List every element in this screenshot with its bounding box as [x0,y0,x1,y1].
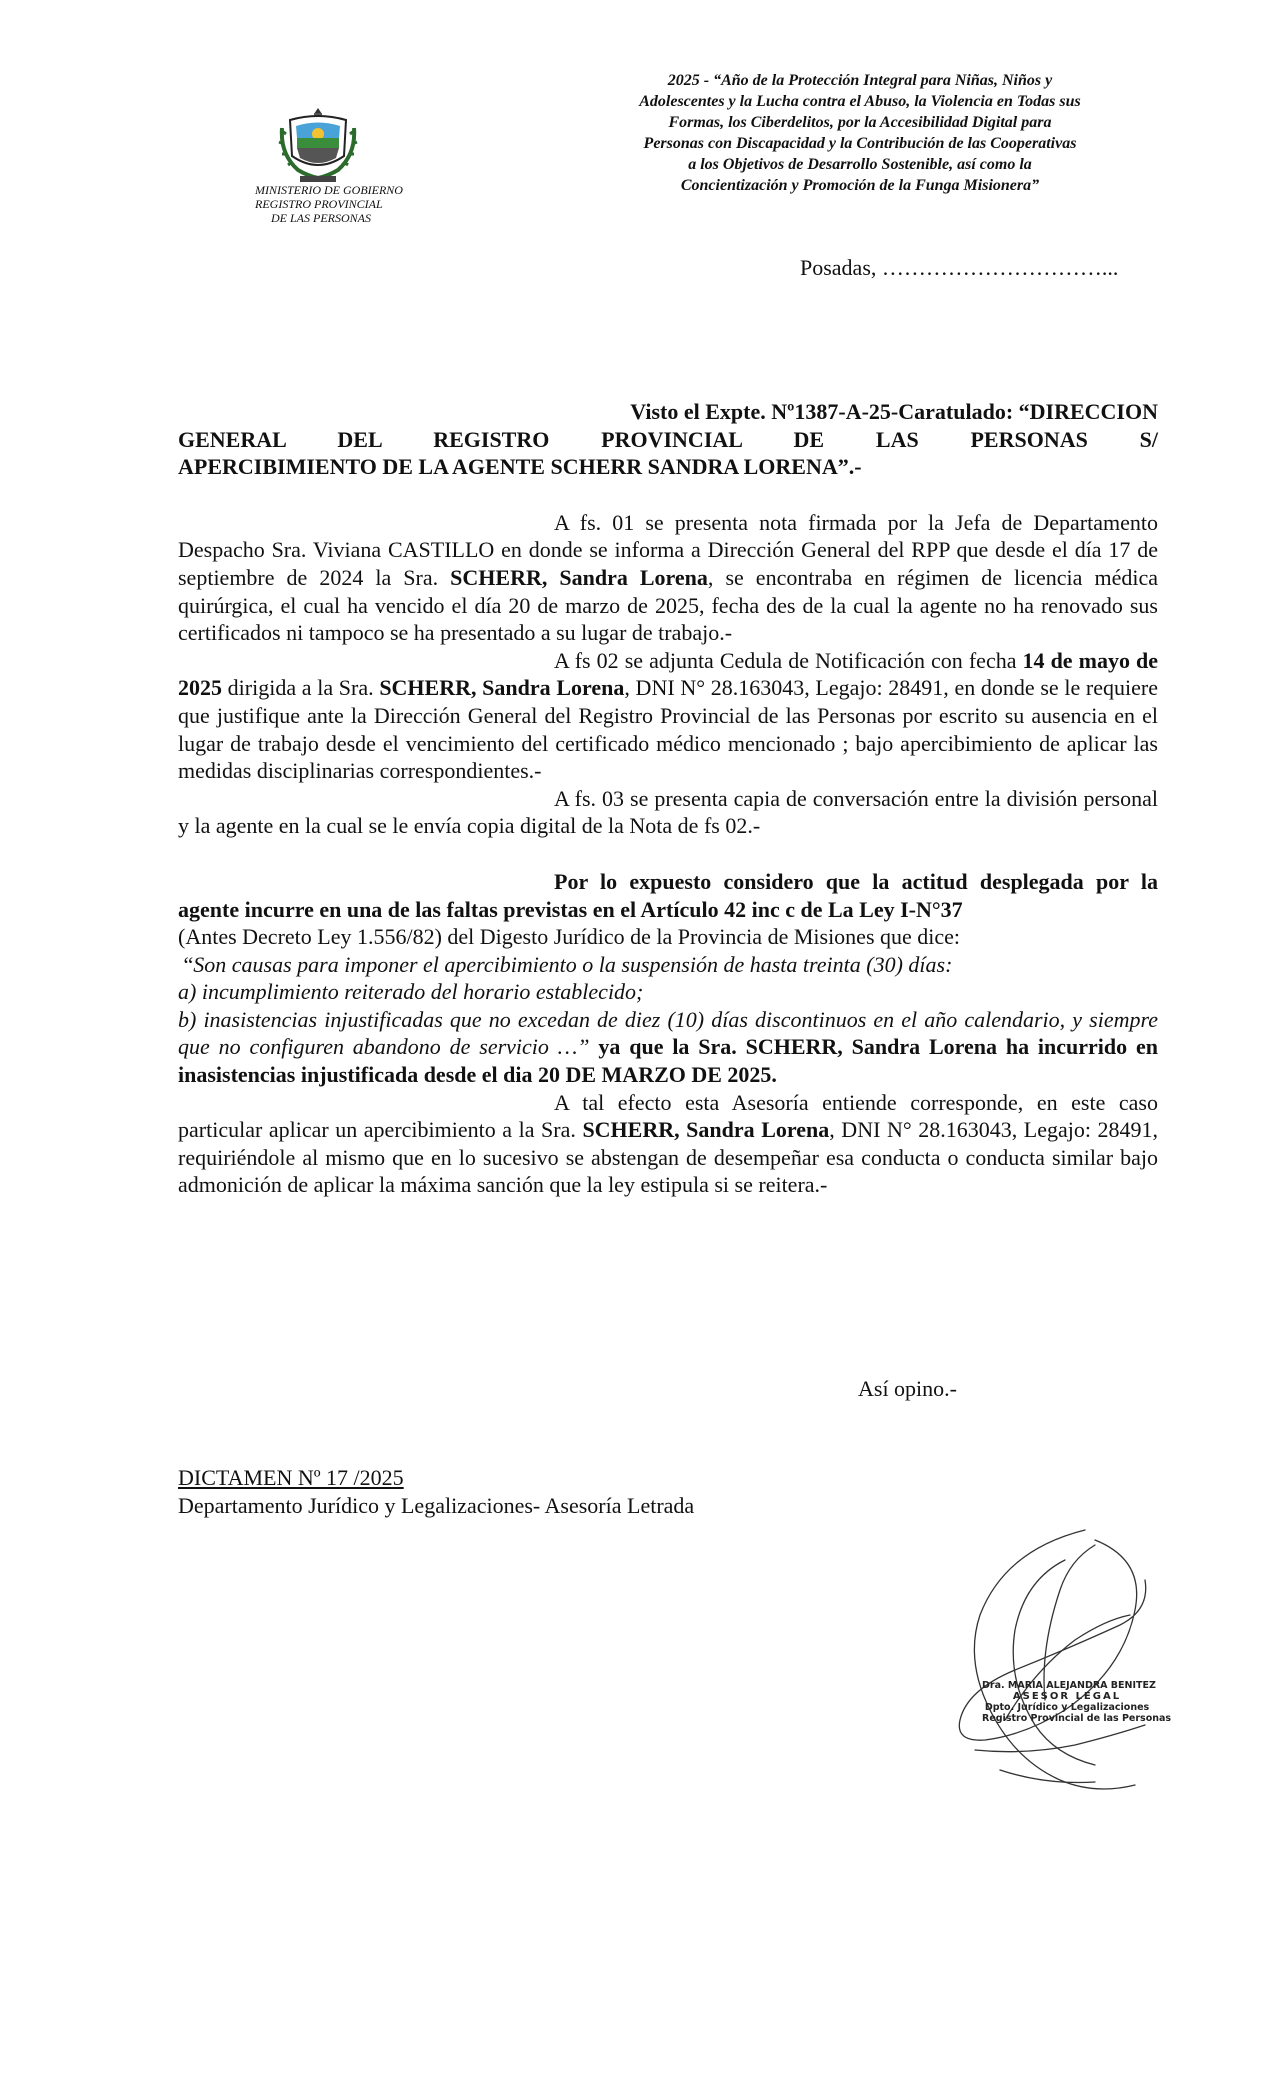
stamp-title: ASESOR LEGAL [1012,1691,1122,1702]
motto-line: a los Objetivos de Desarrollo Sostenible, así como la [688,156,1032,173]
ministry-line: DE LAS PERSONAS [271,211,371,225]
stamp-registry: Registro Provincial de las Personas [982,1713,1172,1724]
motto-line: Personas con Discapacidad y la Contribución de las Cooperativas [643,135,1077,152]
closing-statement: Así opino.- [858,1376,957,1401]
motto-line: 2025 - “Año de la Protección Integral para Niñas, Niños y [667,72,1053,89]
visto-line-3: APERCIBIMIENTO DE LA AGENTE SCHERR SANDRA LORENA”.- [178,454,862,480]
place-date-line: Posadas, …………………………... [800,255,1119,280]
fs02-paragraph: A fs 02 se adjunta Cedula de Notificación con fecha 14 de mayo de 2025 dirigida a la Sra. SCHERR, Sandra Lorena, DNI N° 28.163043, Legajo: 28491, en donde se le requiere que justifique ante la Dirección General del Registro Provincial de las Personas por escrito su ausencia en el lugar de trabajo desde el vencimiento del certificado médico mencionado ; bajo apercibimiento de aplicar las medidas disciplinarias correspondientes.- [178,647,1158,784]
visto-line-1: Visto el Expte. Nº1387-A-25-Caratulado: “DIRECCION [630,399,1158,424]
visto-paragraph [178,398,1158,481]
visto-line-2: GENERAL DEL REGISTRO PROVINCIAL DE LAS PERSONAS S/ [178,426,1158,452]
handwritten-signature [945,1520,1170,1820]
ministry-header [255,183,455,225]
motto-line: Concientización y Promoción de la Funga Misionera” [680,177,1040,194]
motto-line: Adolescentes y la Lucha contra el Abuso, la Violencia en Todas sus [639,93,1081,110]
ministry-line: MINISTERIO DE GOBIERNO [255,183,403,197]
stamp-department: Dpto. Jurídico y Legalizaciones [984,1702,1150,1713]
fs03-paragraph: A fs. 03 se presenta capia de conversación entre la división personal y la agente en la cual se le envía copia digital de la Nota de fs 02.- [178,785,1158,839]
motto-line: Formas, los Ciberdelitos, por la Accesibilidad Digital para [668,114,1052,131]
ministry-line: REGISTRO PROVINCIAL [255,197,383,211]
fs01-paragraph: A fs. 01 se presenta nota firmada por la Jefa de Departamento Despacho Sra. Viviana CASTILLO en donde se informa a Dirección General del RPP que desde el día 17 de septiembre de 2024 la Sra. SCHERR, Sandra Lorena, se encontraba en régimen de licencia médica quirúrgica, el cual ha vencido el día 20 de marzo de 2025, fecha des de la cual la agente no ha renovado sus certificados ni tampoco se ha presentado a su lugar de trabajo.- [178,509,1158,646]
official-stamp [982,1680,1172,1724]
efecto-paragraph: A tal efecto esta Asesoría entiende corresponde, en este caso particular aplicar un apercibimiento a la Sra. SCHERR, Sandra Lorena, DNI N° 28.163043, Legajo: 28491, requiriéndole al mismo que en lo sucesivo se abstengan de desempeñar esa conducta o conducta similar bajo admonición de aplicar la máxima sanción que la ley estipula si se reitera.- [178,1089,1159,1198]
dictamen-block [178,1464,694,1520]
document-body [178,398,1158,1199]
provincial-seal-emblem [278,104,358,188]
stamp-name: Dra. MARIA ALEJANDRA BENITEZ [982,1680,1156,1691]
dictamen-number: DICTAMEN Nº 17 /2025 [178,1465,404,1490]
year-motto [560,70,1160,196]
expuesto-paragraph: Por lo expuesto considero que la actitud desplegada por la agente incurre en una de las faltas previstas en el Artículo 42 inc c de La Ley I-N°37 (Antes Decreto Ley 1.556/82) del Digesto Jurídico de la Provincia de Misiones que dice: “Son causas para imponer el apercibimiento o la suspensión de hasta treinta (30) días: a) incumplimiento reiterado del horario establecido; b) inasistencias injustificadas que no excedan de diez (10) días discontinuos en el año calendario, y siempre que no configuren abandono de servicio …” ya que la Sra. SCHERR, Sandra Lorena ha incurrido en inasistencias injustificada desde el dia 20 DE MARZO DE 2025. [178,868,1158,1088]
department-line: Departamento Jurídico y Legalizaciones- Asesoría Letrada [178,1493,695,1518]
